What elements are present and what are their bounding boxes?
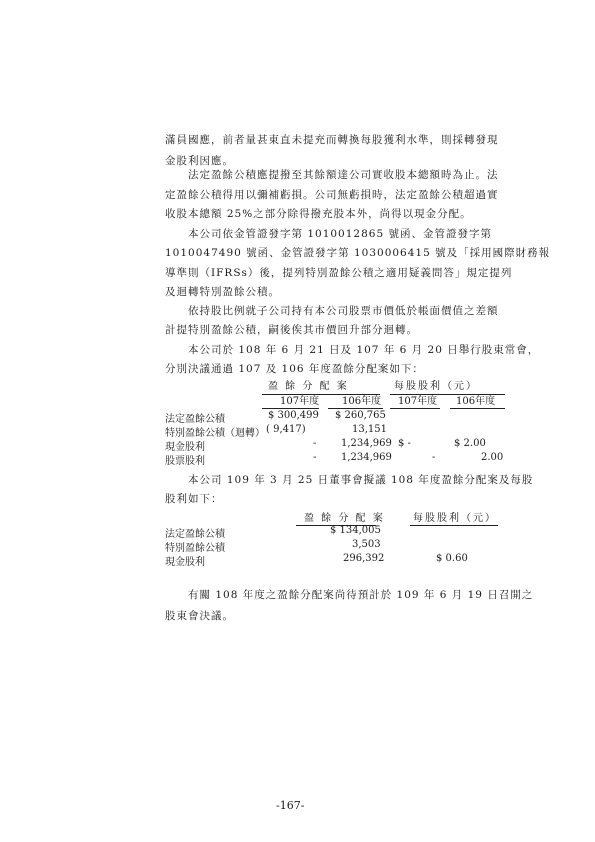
text-line: 金股利因應。 bbox=[165, 155, 234, 167]
text-line: 收股本總額 25%之部分除得撥充股本外，尚得以現金分配。 bbox=[165, 208, 472, 220]
col-rule bbox=[262, 408, 319, 409]
text-line: 依持股比例就子公司持有本公司股票市價低於帳面價值之差額 bbox=[188, 305, 499, 317]
cell-value: ( 9,417) bbox=[266, 424, 306, 435]
text-line: 1010047490 號函、金管證發字第 1030006415 號及「採用國際財務報 bbox=[165, 247, 551, 259]
cell-value: 1,234,969 bbox=[341, 438, 392, 449]
col-header: 107年度 bbox=[280, 396, 320, 407]
row-label: 股票股利 bbox=[165, 456, 205, 467]
text-line: 股利如下： bbox=[165, 493, 223, 505]
cell-value: $ - bbox=[398, 438, 411, 449]
table-header-left: 盈 餘 分 配 案 bbox=[304, 513, 385, 524]
cell-value: - bbox=[313, 438, 317, 449]
cell-value: $ 0.60 bbox=[436, 553, 468, 564]
row-label: 現金股利 bbox=[165, 557, 205, 568]
text-line: 本公司 109 年 3 月 25 日董事會擬議 108 年度盈餘分配案及每股 bbox=[188, 474, 534, 486]
text-line: 股東會決議。 bbox=[165, 610, 234, 622]
row-label: 法定盈餘公積 bbox=[165, 414, 225, 425]
text-line: 有關 108 年度之盈餘分配案尚待預計於 109 年 6 月 19 日召開之 bbox=[188, 589, 534, 601]
text-line: 計提特別盈餘公積，嗣後俟其市價回升部分迴轉。 bbox=[165, 324, 418, 336]
row-label: 特別盈餘公積（迴轉） bbox=[165, 428, 265, 439]
col-header: 106年度 bbox=[456, 396, 496, 407]
row-label: 特別盈餘公積 bbox=[165, 543, 225, 554]
cell-value: 2.00 bbox=[481, 452, 504, 463]
text-line: 導準則（IFRSs）後，提列特別盈餘公積之適用疑義問答」規定提列 bbox=[165, 267, 513, 279]
cell-value: - bbox=[313, 452, 317, 463]
cell-value: 296,392 bbox=[343, 553, 385, 564]
text-line: 及迴轉特別盈餘公積。 bbox=[165, 286, 280, 298]
cell-value: 13,151 bbox=[352, 424, 387, 435]
cell-value: - bbox=[432, 452, 436, 463]
header-rule bbox=[410, 525, 498, 526]
cell-value: $ 134,005 bbox=[330, 525, 381, 536]
text-line: 分別決議通過 107 及 106 年度盈餘分配案如下： bbox=[165, 363, 424, 375]
page-number: -167- bbox=[276, 799, 305, 812]
cell-value: $ 260,765 bbox=[335, 410, 386, 421]
table-header-right: 每股股利（元） bbox=[413, 513, 497, 524]
row-label: 法定盈餘公積 bbox=[165, 529, 225, 540]
cell-value: $ 300,499 bbox=[268, 410, 319, 421]
cell-value: $ 2.00 bbox=[454, 438, 486, 449]
text-line: 本公司依金管證發字第 1010012865 號函、金管證發字第 bbox=[188, 228, 492, 240]
text-line: 本公司於 108 年 6 月 21 日及 107 年 6 月 20 日舉行股東常會， bbox=[188, 344, 540, 356]
cell-value: 3,503 bbox=[352, 539, 381, 550]
row-label: 現金股利 bbox=[165, 442, 205, 453]
cell-value: 1,234,969 bbox=[341, 452, 392, 463]
text-line: 滿員國應，前者量甚東直未提充而轉換每股獲利水準，則採轉發現 bbox=[165, 134, 499, 146]
col-rule bbox=[328, 408, 383, 409]
table-group-header-left: 盈 餘 分 配 案 bbox=[268, 381, 349, 392]
col-rule bbox=[390, 408, 440, 409]
text-line: 定盈餘公積得用以彌補虧損。公司無虧損時，法定盈餘公積超過實 bbox=[165, 189, 499, 201]
col-header: 106年度 bbox=[342, 396, 382, 407]
text-line: 法定盈餘公積應提撥至其餘額達公司實收股本總額時為止。法 bbox=[188, 169, 499, 181]
col-header: 107年度 bbox=[398, 396, 438, 407]
col-rule bbox=[450, 408, 505, 409]
table-group-header-right: 每股股利（元） bbox=[394, 381, 478, 392]
